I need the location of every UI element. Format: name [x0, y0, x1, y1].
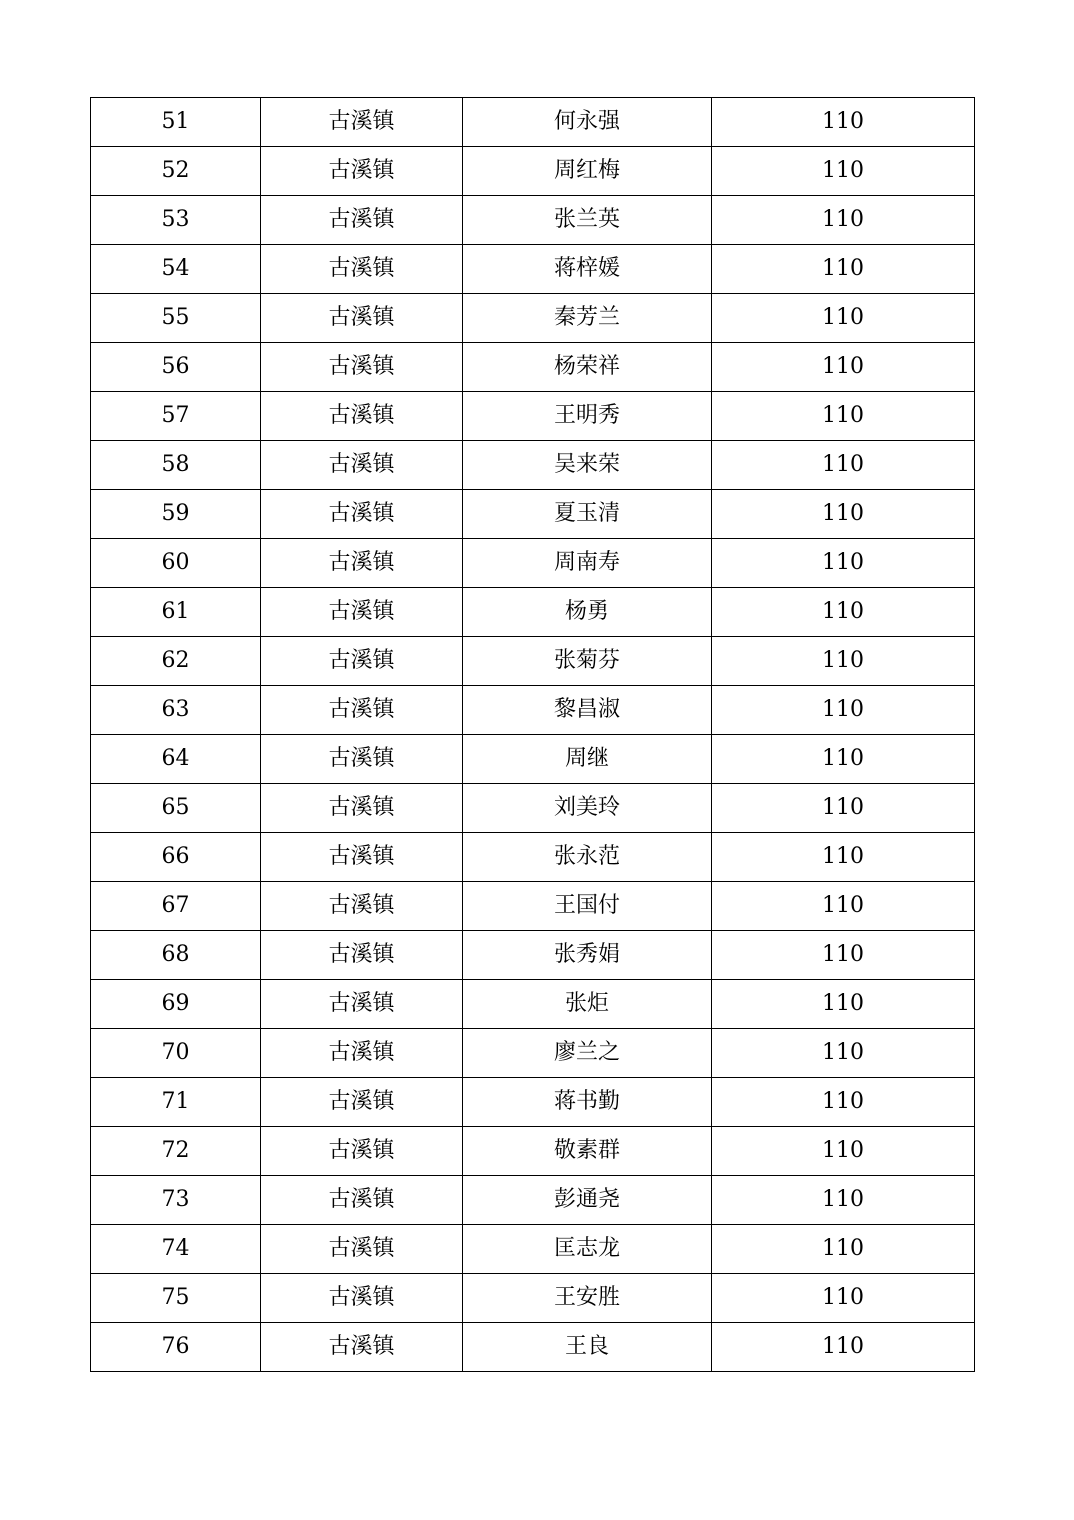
table-row: [91, 147, 975, 196]
amount-cell: 110: [712, 147, 975, 196]
table-row: [91, 980, 975, 1029]
row-number-cell: 57: [91, 392, 261, 441]
row-number-cell: 55: [91, 294, 261, 343]
amount-cell: 110: [712, 980, 975, 1029]
table-row: [91, 196, 975, 245]
town-cell: 古溪镇: [261, 1225, 463, 1274]
amount-cell: 110: [712, 1274, 975, 1323]
table-row: [91, 539, 975, 588]
name-cell: 吴来荣: [463, 441, 712, 490]
row-number-cell: 53: [91, 196, 261, 245]
row-number-cell: 56: [91, 343, 261, 392]
row-number-cell: 69: [91, 980, 261, 1029]
town-cell: 古溪镇: [261, 980, 463, 1029]
name-cell: 王安胜: [463, 1274, 712, 1323]
town-cell: 古溪镇: [261, 784, 463, 833]
amount-cell: 110: [712, 343, 975, 392]
table-row: [91, 637, 975, 686]
town-cell: 古溪镇: [261, 98, 463, 147]
name-cell: 周继: [463, 735, 712, 784]
town-cell: 古溪镇: [261, 1323, 463, 1372]
town-cell: 古溪镇: [261, 637, 463, 686]
row-number-cell: 58: [91, 441, 261, 490]
name-cell: 王良: [463, 1323, 712, 1372]
town-cell: 古溪镇: [261, 588, 463, 637]
row-number-cell: 75: [91, 1274, 261, 1323]
amount-cell: 110: [712, 1127, 975, 1176]
name-cell: 黎昌淑: [463, 686, 712, 735]
amount-cell: 110: [712, 196, 975, 245]
name-cell: 张永范: [463, 833, 712, 882]
amount-cell: 110: [712, 294, 975, 343]
amount-cell: 110: [712, 1176, 975, 1225]
table-row: [91, 784, 975, 833]
name-cell: 王明秀: [463, 392, 712, 441]
table-row: [91, 245, 975, 294]
row-number-cell: 52: [91, 147, 261, 196]
table-row: [91, 1127, 975, 1176]
town-cell: 古溪镇: [261, 245, 463, 294]
table-row: [91, 294, 975, 343]
name-cell: 秦芳兰: [463, 294, 712, 343]
amount-cell: 110: [712, 441, 975, 490]
town-cell: 古溪镇: [261, 833, 463, 882]
amount-cell: 110: [712, 1323, 975, 1372]
town-cell: 古溪镇: [261, 1274, 463, 1323]
row-number-cell: 72: [91, 1127, 261, 1176]
town-cell: 古溪镇: [261, 490, 463, 539]
amount-cell: 110: [712, 1078, 975, 1127]
amount-cell: 110: [712, 1029, 975, 1078]
town-cell: 古溪镇: [261, 735, 463, 784]
row-number-cell: 61: [91, 588, 261, 637]
amount-cell: 110: [712, 637, 975, 686]
row-number-cell: 60: [91, 539, 261, 588]
row-number-cell: 74: [91, 1225, 261, 1274]
town-cell: 古溪镇: [261, 392, 463, 441]
table-row: [91, 931, 975, 980]
row-number-cell: 70: [91, 1029, 261, 1078]
row-number-cell: 63: [91, 686, 261, 735]
name-cell: 匡志龙: [463, 1225, 712, 1274]
row-number-cell: 51: [91, 98, 261, 147]
name-cell: 张兰英: [463, 196, 712, 245]
town-cell: 古溪镇: [261, 1078, 463, 1127]
name-cell: 张炬: [463, 980, 712, 1029]
roster-table-body: [91, 98, 975, 1372]
row-number-cell: 54: [91, 245, 261, 294]
table-row: [91, 1225, 975, 1274]
name-cell: 周南寿: [463, 539, 712, 588]
table-row: [91, 343, 975, 392]
town-cell: 古溪镇: [261, 1029, 463, 1078]
amount-cell: 110: [712, 882, 975, 931]
table-row: [91, 1029, 975, 1078]
table-row: [91, 1078, 975, 1127]
row-number-cell: 73: [91, 1176, 261, 1225]
table-row: [91, 98, 975, 147]
town-cell: 古溪镇: [261, 686, 463, 735]
town-cell: 古溪镇: [261, 441, 463, 490]
table-row: [91, 833, 975, 882]
amount-cell: 110: [712, 1225, 975, 1274]
amount-cell: 110: [712, 833, 975, 882]
town-cell: 古溪镇: [261, 882, 463, 931]
town-cell: 古溪镇: [261, 1176, 463, 1225]
amount-cell: 110: [712, 245, 975, 294]
name-cell: 敬素群: [463, 1127, 712, 1176]
row-number-cell: 62: [91, 637, 261, 686]
amount-cell: 110: [712, 588, 975, 637]
table-row: [91, 490, 975, 539]
name-cell: 何永强: [463, 98, 712, 147]
row-number-cell: 64: [91, 735, 261, 784]
town-cell: 古溪镇: [261, 931, 463, 980]
amount-cell: 110: [712, 490, 975, 539]
table-row: [91, 1323, 975, 1372]
town-cell: 古溪镇: [261, 1127, 463, 1176]
amount-cell: 110: [712, 784, 975, 833]
amount-cell: 110: [712, 539, 975, 588]
name-cell: 杨勇: [463, 588, 712, 637]
amount-cell: 110: [712, 735, 975, 784]
table-row: [91, 441, 975, 490]
town-cell: 古溪镇: [261, 294, 463, 343]
amount-cell: 110: [712, 931, 975, 980]
table-row: [91, 1176, 975, 1225]
town-cell: 古溪镇: [261, 343, 463, 392]
name-cell: 张秀娟: [463, 931, 712, 980]
amount-cell: 110: [712, 98, 975, 147]
name-cell: 杨荣祥: [463, 343, 712, 392]
table-row: [91, 588, 975, 637]
roster-table: [90, 97, 975, 1372]
row-number-cell: 67: [91, 882, 261, 931]
name-cell: 蒋书勤: [463, 1078, 712, 1127]
town-cell: 古溪镇: [261, 147, 463, 196]
row-number-cell: 68: [91, 931, 261, 980]
row-number-cell: 71: [91, 1078, 261, 1127]
name-cell: 夏玉清: [463, 490, 712, 539]
town-cell: 古溪镇: [261, 539, 463, 588]
table-row: [91, 735, 975, 784]
name-cell: 廖兰之: [463, 1029, 712, 1078]
table-row: [91, 392, 975, 441]
town-cell: 古溪镇: [261, 196, 463, 245]
row-number-cell: 66: [91, 833, 261, 882]
amount-cell: 110: [712, 686, 975, 735]
row-number-cell: 76: [91, 1323, 261, 1372]
row-number-cell: 59: [91, 490, 261, 539]
name-cell: 周红梅: [463, 147, 712, 196]
name-cell: 蒋梓媛: [463, 245, 712, 294]
name-cell: 刘美玲: [463, 784, 712, 833]
name-cell: 王国付: [463, 882, 712, 931]
name-cell: 张菊芬: [463, 637, 712, 686]
name-cell: 彭通尧: [463, 1176, 712, 1225]
table-row: [91, 686, 975, 735]
row-number-cell: 65: [91, 784, 261, 833]
amount-cell: 110: [712, 392, 975, 441]
table-row: [91, 1274, 975, 1323]
table-row: [91, 882, 975, 931]
